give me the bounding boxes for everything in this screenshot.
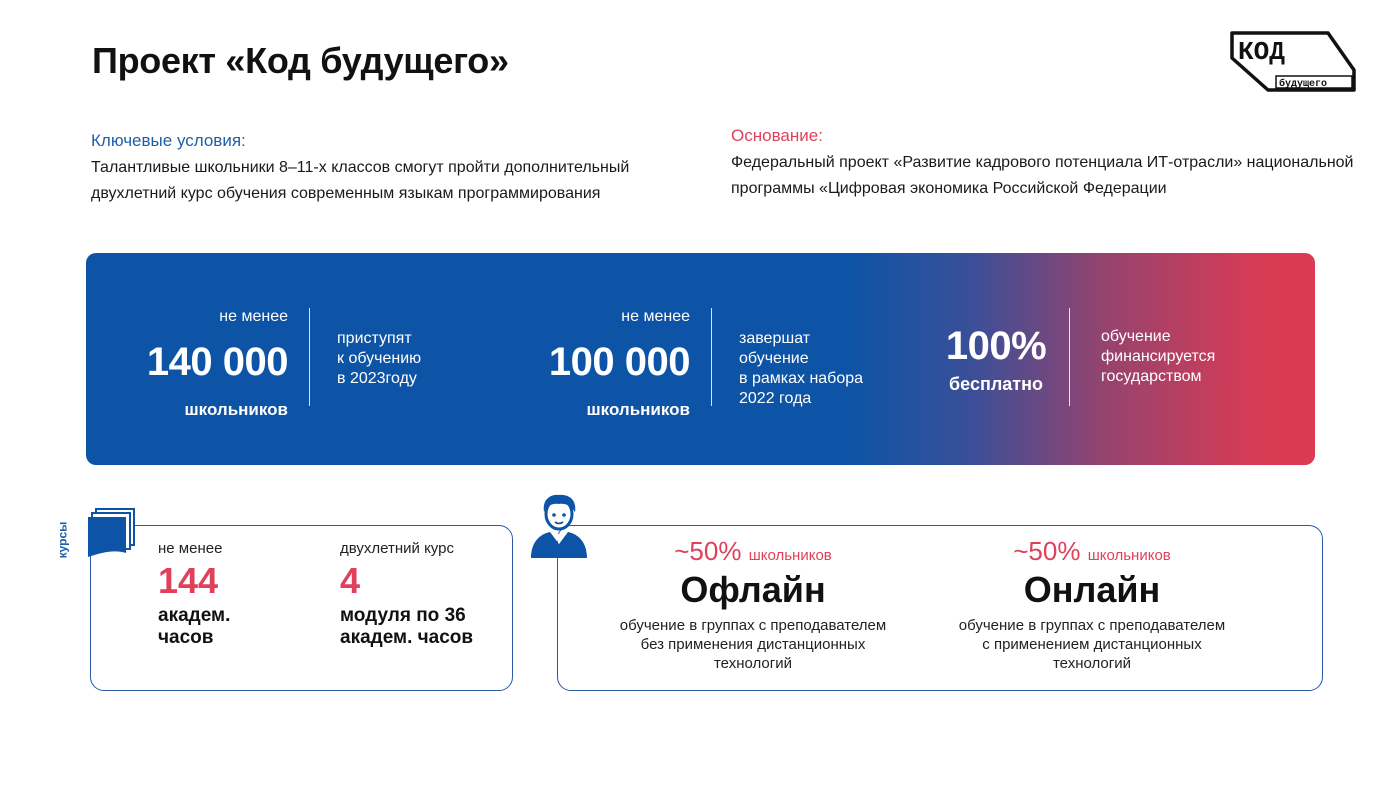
stat-value: 100% <box>945 324 1047 368</box>
format-offline-title: Офлайн <box>680 569 826 610</box>
format-offline-pct: ~50% <box>674 536 742 566</box>
stats-banner <box>86 253 1315 465</box>
format-offline-pct-label: школьников <box>748 547 832 564</box>
person-icon <box>528 492 590 558</box>
format-online-pct-label: школьников <box>1087 547 1171 564</box>
format-online-title: Онлайн <box>1023 569 1161 610</box>
format-offline-share <box>593 538 913 564</box>
courses-side-text: курсы <box>55 521 70 559</box>
format-online <box>932 538 1252 673</box>
books-icon <box>80 505 136 557</box>
courses-modules-prefix: двухлетний курс <box>340 540 454 557</box>
stat-value: 100 000 <box>548 340 690 384</box>
stat-unit: бесплатно <box>949 374 1043 394</box>
page-title: Проект «Код будущего» <box>92 40 509 81</box>
courses-modules-unit: модуля по 36 академ. часов <box>340 605 474 648</box>
format-online-pct: ~50% <box>1013 536 1081 566</box>
courses-modules-value: 4 <box>340 560 361 601</box>
format-offline-desc: обучение в группах с преподавателем без применения дистанционных технологий <box>619 617 887 672</box>
stat-free <box>941 326 1051 395</box>
basis-heading: Основание: <box>731 126 823 145</box>
courses-hours-prefix: не менее <box>158 540 223 557</box>
format-offline <box>593 538 913 673</box>
courses-side-label <box>55 515 76 565</box>
stat-value: 140 000 <box>146 340 288 384</box>
stat-enrolled <box>116 308 288 420</box>
logo-subword: будущего <box>1279 79 1328 90</box>
stat-prefix: не менее <box>621 308 690 325</box>
kod-budushchego-logo <box>1228 30 1356 94</box>
divider <box>309 308 310 406</box>
divider <box>711 308 712 406</box>
key-conditions-heading: Ключевые условия: <box>91 131 246 150</box>
format-online-desc: обучение в группах с преподавателем с применением дистанционных технологий <box>958 617 1226 672</box>
basis-text: Федеральный проект «Развитие кадрового потенциала ИТ-отрасли» национальной программы «Цифровая экономика Российской Федерации <box>731 154 1354 197</box>
stat-unit: школьников <box>184 400 288 419</box>
courses-hours <box>158 540 298 649</box>
courses-hours-value: 144 <box>158 560 219 601</box>
logo-word: КОД <box>1238 37 1285 67</box>
stat-description: приступят к обучению в 2023году <box>337 330 422 387</box>
courses-hours-unit: академ. часов <box>158 605 231 648</box>
courses-modules <box>340 540 500 649</box>
stat-completed <box>519 308 690 420</box>
stat-description: обучение финансируется государством <box>1101 328 1216 385</box>
stat-unit: школьников <box>586 400 690 419</box>
stat-description: завершат обучение в рамках набора 2022 года <box>739 330 864 407</box>
divider <box>1069 308 1070 406</box>
stat-prefix: не менее <box>219 308 288 325</box>
key-conditions-text: Талантливые школьники 8–11-х классов смогут пройти дополнительный двухлетний курс обучения современным языкам программирования <box>91 159 630 202</box>
format-online-share <box>932 538 1252 564</box>
